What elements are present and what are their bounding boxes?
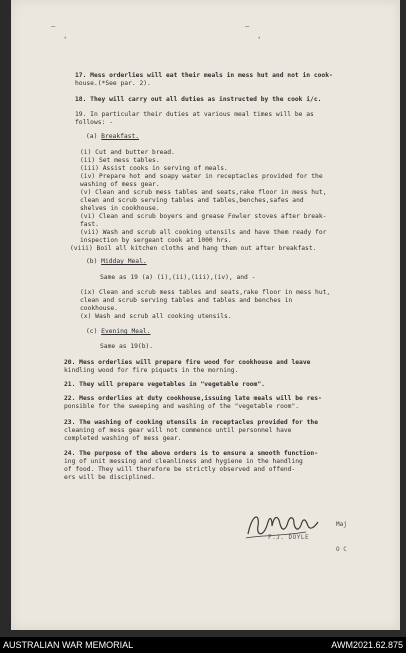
document-line: inspection by sergeant cook at 1000 hrs. <box>80 237 232 244</box>
document-line: 17. Mess orderlies will eat their meals in mess hut and not in cook- <box>75 72 333 79</box>
punch-mark: ‘ <box>63 36 68 44</box>
document-line: Same as 19(b). <box>100 343 154 350</box>
signature-rank: Maj <box>336 521 347 528</box>
document-line: shelves in cookhouse. <box>80 205 160 212</box>
document-line: Same as 19 (a) (i),(ii),(iii),(iv), and - <box>100 274 256 281</box>
document-line: 20. Mess orderlies will prepare fire wood for cookhouse and leave <box>64 359 311 366</box>
document-line: (viii) Boil all kitchen cloths and hang them out after breakfast. <box>70 245 317 252</box>
document-line: fast. <box>80 221 99 228</box>
archive-footer <box>0 637 406 653</box>
document-line: 18. They will carry out all duties as instructed by the cook i/c. <box>75 96 322 103</box>
document-line: (ii) Set mess tables. <box>80 157 160 164</box>
document-line: (a) Breakfast. <box>86 133 140 140</box>
document-line: 23. The washing of cooking utensils in receptacles provided for the <box>64 419 319 426</box>
document-line: clean and scrub serving tables and tables and benches in <box>80 297 293 304</box>
document-line: 22. Mess orderlies at duty cookhouse,issuing late meals will be res- <box>64 395 322 402</box>
document-line: 19. In particular their duties at various meal times will be as <box>75 111 314 118</box>
document-line: kindling wood for fire piquets in the morning. <box>64 367 239 374</box>
document-line: (ix) Clean and scrub mess tables and seats,rake floor in mess hut, <box>80 289 331 296</box>
signature-name: F.J. DOYLE <box>268 534 310 541</box>
document-line: 24. The purpose of the above orders is to ensure a smooth function- <box>64 450 319 457</box>
document-line: (x) Wash and scrub all cooking utensils. <box>80 313 232 320</box>
document-line: cleaning of mess gear will not commence until personnel have <box>64 427 292 434</box>
punch-mark: ‘ <box>257 36 262 44</box>
document-line: (vi) Clean and scrub boyers and grease Fowler stoves after break- <box>80 213 327 220</box>
document-line: (i) Cut and butter bread. <box>80 149 175 156</box>
document-line: ing of unit messing and cleanliness and hygiene in the handling <box>64 458 303 465</box>
document-line: clean and scrub serving tables and tables,benches,safes and <box>80 197 304 204</box>
document-line: cookhouse. <box>80 305 118 312</box>
document-line: (iv) Prepare hot and soapy water in receptacles provided for the <box>80 173 323 180</box>
document-line: follows: - <box>75 119 113 126</box>
document-line: house.(*See par. 2). <box>75 80 151 87</box>
document-line: ponsible for the sweeping and washing of the "vegetable room". <box>64 403 300 410</box>
document-line: (vii) Wash and scrub all cooking utensils and have them ready for <box>80 229 327 236</box>
document-line: 21. They will prepare vegetables in "vegetable room". <box>64 381 265 388</box>
document-line: (b) Midday Meal. <box>86 258 147 265</box>
document-line: (v) Clean and scrub mess tables and seats,rake floor in mess hut, <box>80 189 327 196</box>
document-line: completed washing of mess gear. <box>64 435 182 442</box>
document-line: of food. They will therefore be strictly observed and offend- <box>64 466 296 473</box>
punch-mark: – <box>245 22 250 30</box>
document-line: ers will be disciplined. <box>64 474 155 481</box>
document-line: washing of mess gear. <box>80 181 160 188</box>
footer-accession: AWM2021.62.875 <box>331 640 403 650</box>
punch-mark: – <box>51 22 56 30</box>
document-line: (iii) Assist cooks in serving of meals. <box>80 165 228 172</box>
document-line: (c) Evening Meal. <box>86 328 151 335</box>
signature-title: O C <box>336 546 347 553</box>
footer-source: AUSTRALIAN WAR MEMORIAL <box>3 640 134 650</box>
